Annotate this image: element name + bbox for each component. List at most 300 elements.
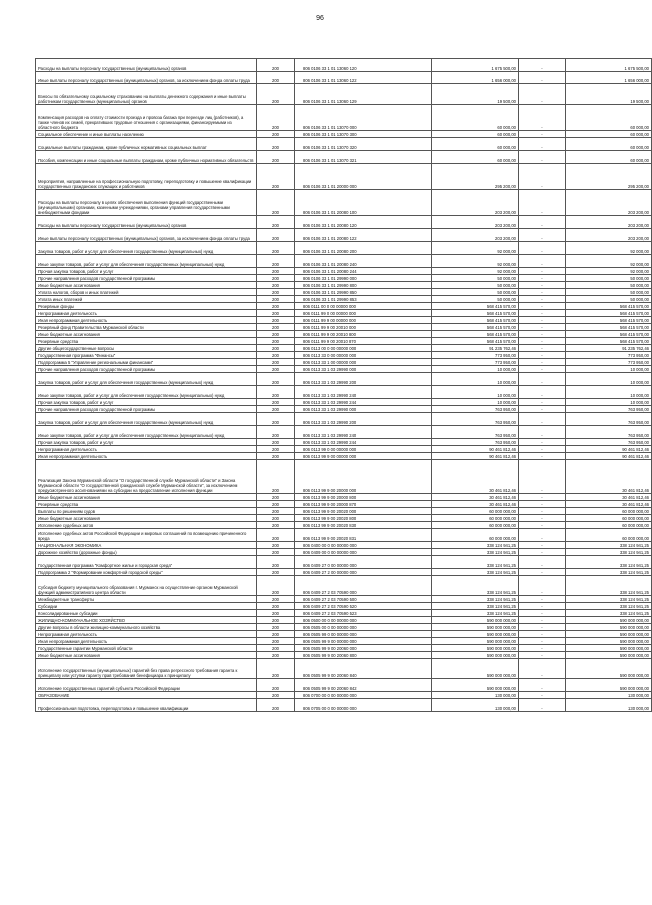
- row-change-amount: -: [519, 164, 566, 190]
- row-plan-amount: 90 461 812,46: [432, 453, 519, 460]
- row-plan-amount: 60 000,00: [432, 105, 519, 131]
- row-total-amount: 338 124 941,25: [566, 610, 652, 617]
- row-change-amount: -: [519, 692, 566, 699]
- row-plan-amount: 590 000 000,00: [432, 638, 519, 645]
- row-plan-amount: 338 124 941,25: [432, 556, 519, 569]
- row-name: Закупка товаров, работ и услуг для обеспечения государственных (муниципальных) нужд: [36, 373, 257, 386]
- row-change-amount: -: [519, 576, 566, 596]
- table-row: [36, 138, 652, 151]
- row-plan-amount: 763 950,00: [432, 426, 519, 439]
- row-total-amount: 590 000 000,00: [566, 652, 652, 659]
- row-change-amount: -: [519, 556, 566, 569]
- row-total-amount: 30 461 812,46: [566, 460, 652, 494]
- table-row: [36, 617, 652, 624]
- row-total-amount: 590 000 000,00: [566, 645, 652, 652]
- row-budget-code: 806 0505 99 9 00 20060 842: [295, 679, 432, 692]
- row-change-amount: -: [519, 617, 566, 624]
- row-total-amount: 203 200,00: [566, 229, 652, 242]
- row-change-amount: -: [519, 255, 566, 268]
- row-name: Консолидированные субсидии: [36, 610, 257, 617]
- row-name: Иная непрограммная деятельность: [36, 638, 257, 645]
- row-budget-code: 806 0106 33 1 01 20080 120: [295, 216, 432, 229]
- row-plan-amount: 763 950,00: [432, 406, 519, 413]
- row-name: Взносы по обязательному социальному страхованию на выплаты денежного содержания и иные выплаты работникам государственных (муниципальных) органов: [36, 84, 257, 105]
- row-admin-code: 200: [257, 692, 295, 699]
- row-admin-code: 200: [257, 515, 295, 522]
- table-row: [36, 242, 652, 255]
- table-row: [36, 216, 652, 229]
- row-budget-code: 806 0113 33 0 00 00000 000: [295, 352, 432, 359]
- row-change-amount: -: [519, 549, 566, 556]
- row-change-amount: -: [519, 268, 566, 275]
- row-budget-code: 806 0106 33 1 01 13060 122: [295, 72, 432, 84]
- row-total-amount: 295 200,00: [566, 164, 652, 190]
- row-budget-code: 806 0111 99 0 00 00000 000: [295, 310, 432, 317]
- table-row: [36, 303, 652, 310]
- table-row: [36, 624, 652, 631]
- row-total-amount: 1 656 000,00: [566, 72, 652, 84]
- table-row: [36, 652, 652, 659]
- row-admin-code: 200: [257, 529, 295, 542]
- row-plan-amount: 338 124 941,25: [432, 603, 519, 610]
- table-row: [36, 603, 652, 610]
- row-admin-code: 200: [257, 331, 295, 338]
- row-plan-amount: 338 124 941,25: [432, 596, 519, 603]
- row-name: ЖИЛИЩНО-КОММУНАЛЬНОЕ ХОЗЯЙСТВО: [36, 617, 257, 624]
- row-plan-amount: 92 000,00: [432, 268, 519, 275]
- row-plan-amount: 763 950,00: [432, 413, 519, 426]
- row-change-amount: -: [519, 652, 566, 659]
- row-budget-code: 806 0505 99 9 00 20060 840: [295, 659, 432, 679]
- row-change-amount: -: [519, 603, 566, 610]
- table-row: [36, 542, 652, 549]
- row-total-amount: 30 461 812,46: [566, 494, 652, 501]
- row-change-amount: -: [519, 345, 566, 352]
- row-name: Реализация Закона Мурманской области "О государственной службе Мурманской области" и Закона Мурманской области "О государственной гражданской службе Мурманской области", за исключением предусмотренного ассигнованиями на субсидии на предоставление исполнения функции: [36, 460, 257, 494]
- table-row: [36, 331, 652, 338]
- row-plan-amount: 50 000,00: [432, 289, 519, 296]
- row-plan-amount: 60 000,00: [432, 151, 519, 164]
- row-name: Резервные средства: [36, 338, 257, 345]
- row-plan-amount: 60 000,00: [432, 138, 519, 151]
- row-plan-amount: 130 000,00: [432, 692, 519, 699]
- row-name: Межбюджетные трансферты: [36, 596, 257, 603]
- row-budget-code: 806 0113 33 1 00 00000 000: [295, 359, 432, 366]
- table-row: [36, 255, 652, 268]
- row-name: Закупка товаров, работ и услуг для обеспечения государственных (муниципальных) нужд: [36, 242, 257, 255]
- row-admin-code: 200: [257, 610, 295, 617]
- row-total-amount: 60 000 000,00: [566, 522, 652, 529]
- row-name: Исполнение судебных актов: [36, 522, 257, 529]
- row-name: Другие вопросы в области жилищно-коммунального хозяйства: [36, 624, 257, 631]
- row-change-amount: -: [519, 151, 566, 164]
- row-change-amount: -: [519, 645, 566, 652]
- row-total-amount: 19 500,00: [566, 84, 652, 105]
- row-admin-code: 200: [257, 624, 295, 631]
- row-admin-code: 200: [257, 631, 295, 638]
- row-budget-code: 806 0505 00 0 00 00000 000: [295, 624, 432, 631]
- row-plan-amount: 773 950,00: [432, 359, 519, 366]
- row-total-amount: 60 000,00: [566, 151, 652, 164]
- row-admin-code: 200: [257, 359, 295, 366]
- row-plan-amount: 30 461 812,46: [432, 501, 519, 508]
- row-total-amount: 590 000 000,00: [566, 679, 652, 692]
- table-row: [36, 501, 652, 508]
- row-change-amount: -: [519, 569, 566, 576]
- row-name: Прочие направления расходов государственной программы: [36, 366, 257, 373]
- row-change-amount: -: [519, 439, 566, 446]
- table-row: [36, 679, 652, 692]
- row-change-amount: -: [519, 105, 566, 131]
- row-plan-amount: 30 461 812,46: [432, 494, 519, 501]
- row-change-amount: -: [519, 331, 566, 338]
- row-name: Выплаты по решениям судов: [36, 508, 257, 515]
- row-name: Иные закупки товаров, работ и услуг для обеспечения государственных (муниципальных) нужд: [36, 255, 257, 268]
- row-budget-code: 806 0113 99 9 00 20000 800: [295, 494, 432, 501]
- table-row: [36, 324, 652, 331]
- row-change-amount: -: [519, 699, 566, 712]
- table-row: [36, 556, 652, 569]
- row-change-amount: -: [519, 59, 566, 72]
- row-change-amount: -: [519, 522, 566, 529]
- table-row: [36, 399, 652, 406]
- row-plan-amount: 338 124 941,25: [432, 576, 519, 596]
- table-row: [36, 359, 652, 366]
- table-row: [36, 596, 652, 603]
- table-row: [36, 289, 652, 296]
- row-change-amount: -: [519, 324, 566, 331]
- row-budget-code: 806 0500 00 0 00 00000 000: [295, 617, 432, 624]
- row-plan-amount: 50 000,00: [432, 282, 519, 289]
- row-name: Социальные выплаты гражданам, кроме публичных нормативных социальных выплат: [36, 138, 257, 151]
- row-budget-code: 806 0113 33 1 03 29990 240: [295, 386, 432, 399]
- row-total-amount: 92 000,00: [566, 268, 652, 275]
- table-row: [36, 84, 652, 105]
- table-row: [36, 453, 652, 460]
- table-row: [36, 494, 652, 501]
- row-change-amount: -: [519, 460, 566, 494]
- row-plan-amount: 60 000,00: [432, 131, 519, 138]
- table-row: [36, 692, 652, 699]
- table-row: [36, 569, 652, 576]
- row-plan-amount: 773 950,00: [432, 352, 519, 359]
- row-admin-code: 200: [257, 542, 295, 549]
- table-row: [36, 366, 652, 373]
- row-name: Резервный фонд Правительства Мурманской области: [36, 324, 257, 331]
- row-change-amount: -: [519, 366, 566, 373]
- row-admin-code: 200: [257, 345, 295, 352]
- row-budget-code: 806 0106 33 1 01 20080 122: [295, 229, 432, 242]
- row-admin-code: 200: [257, 549, 295, 556]
- row-total-amount: 50 000,00: [566, 275, 652, 282]
- table-row: [36, 275, 652, 282]
- row-total-amount: 763 950,00: [566, 439, 652, 446]
- table-row: [36, 460, 652, 494]
- row-total-amount: 60 000,00: [566, 131, 652, 138]
- row-budget-code: 806 0113 99 9 00 20020 800: [295, 515, 432, 522]
- row-admin-code: 200: [257, 275, 295, 282]
- row-change-amount: -: [519, 352, 566, 359]
- row-plan-amount: 50 000,00: [432, 296, 519, 303]
- row-total-amount: 763 950,00: [566, 406, 652, 413]
- row-name: Исполнение судебных актов Российской Федерации и мировых соглашений по возмещению причиненного вреда: [36, 529, 257, 542]
- row-budget-code: 806 0505 99 0 00 00000 000: [295, 631, 432, 638]
- row-total-amount: 203 200,00: [566, 190, 652, 216]
- row-plan-amount: 590 000 000,00: [432, 652, 519, 659]
- row-plan-amount: 19 500,00: [432, 84, 519, 105]
- row-name: Прочие направления расходов государственной программы: [36, 275, 257, 282]
- row-name: Непрограммная деятельность: [36, 631, 257, 638]
- table-row: [36, 282, 652, 289]
- row-budget-code: 806 0505 99 9 00 20060 800: [295, 652, 432, 659]
- row-total-amount: 590 000 000,00: [566, 659, 652, 679]
- row-budget-code: 806 0106 33 1 01 20000 000: [295, 164, 432, 190]
- row-budget-code: 806 0113 99 9 00 20020 830: [295, 522, 432, 529]
- row-budget-code: 806 0400 00 0 00 00000 000: [295, 542, 432, 549]
- row-admin-code: 200: [257, 617, 295, 624]
- row-name: Государственная программа "Финансы": [36, 352, 257, 359]
- row-admin-code: 200: [257, 84, 295, 105]
- row-total-amount: 773 950,00: [566, 359, 652, 366]
- row-admin-code: 200: [257, 446, 295, 453]
- table-row: [36, 645, 652, 652]
- row-total-amount: 338 124 941,25: [566, 596, 652, 603]
- row-change-amount: -: [519, 84, 566, 105]
- row-change-amount: -: [519, 529, 566, 542]
- row-name: Субсидии: [36, 603, 257, 610]
- row-plan-amount: 590 000 000,00: [432, 624, 519, 631]
- page-number: 96: [316, 15, 324, 22]
- row-budget-code: 806 0111 99 9 00 20010 000: [295, 324, 432, 331]
- row-budget-code: 806 0113 99 9 00 20020 831: [295, 529, 432, 542]
- row-total-amount: 60 000,00: [566, 138, 652, 151]
- row-change-amount: -: [519, 373, 566, 386]
- table-row: [36, 413, 652, 426]
- row-plan-amount: 338 124 941,25: [432, 549, 519, 556]
- row-total-amount: 10 000,00: [566, 366, 652, 373]
- row-admin-code: 200: [257, 501, 295, 508]
- row-admin-code: 200: [257, 164, 295, 190]
- row-admin-code: 200: [257, 659, 295, 679]
- row-plan-amount: 590 000 000,00: [432, 679, 519, 692]
- row-total-amount: 60 000,00: [566, 105, 652, 131]
- row-budget-code: 806 0106 33 1 01 13060 120: [295, 59, 432, 72]
- row-budget-code: 806 0106 33 1 01 13070 321: [295, 151, 432, 164]
- row-admin-code: 200: [257, 406, 295, 413]
- row-admin-code: 200: [257, 638, 295, 645]
- row-name: Иная непрограммная деятельность: [36, 317, 257, 324]
- row-change-amount: -: [519, 386, 566, 399]
- row-change-amount: -: [519, 610, 566, 617]
- row-total-amount: 338 124 941,25: [566, 542, 652, 549]
- row-name: Уплата иных платежей: [36, 296, 257, 303]
- table-row: [36, 529, 652, 542]
- row-admin-code: 200: [257, 645, 295, 652]
- row-change-amount: -: [519, 303, 566, 310]
- row-total-amount: 338 124 941,25: [566, 556, 652, 569]
- row-change-amount: -: [519, 501, 566, 508]
- row-change-amount: -: [519, 453, 566, 460]
- row-admin-code: 200: [257, 255, 295, 268]
- row-total-amount: 338 124 941,25: [566, 576, 652, 596]
- row-name: Компенсация расходов на оплату стоимости проезда и провоза багажа при переезде лиц (работников), а также членов их семей, прекративших трудовые отношения с организациями, финансируемыми из областного бюджета: [36, 105, 257, 131]
- row-admin-code: 200: [257, 366, 295, 373]
- row-admin-code: 200: [257, 494, 295, 501]
- row-plan-amount: 90 461 812,46: [432, 446, 519, 453]
- row-plan-amount: 338 124 941,25: [432, 610, 519, 617]
- row-plan-amount: 568 415 570,00: [432, 310, 519, 317]
- table-row: [36, 72, 652, 84]
- row-change-amount: -: [519, 131, 566, 138]
- row-total-amount: 60 000 000,00: [566, 529, 652, 542]
- row-admin-code: 200: [257, 426, 295, 439]
- table-row: [36, 310, 652, 317]
- row-total-amount: 590 000 000,00: [566, 624, 652, 631]
- row-plan-amount: 338 124 941,25: [432, 569, 519, 576]
- row-name: ОБРАЗОВАНИЕ: [36, 692, 257, 699]
- row-name: Прочая закупка товаров, работ и услуг: [36, 399, 257, 406]
- row-admin-code: 200: [257, 679, 295, 692]
- row-plan-amount: 338 124 941,25: [432, 542, 519, 549]
- row-plan-amount: 203 200,00: [432, 216, 519, 229]
- table-row: [36, 373, 652, 386]
- row-change-amount: -: [519, 515, 566, 522]
- row-admin-code: 200: [257, 576, 295, 596]
- row-admin-code: 200: [257, 242, 295, 255]
- row-budget-code: 806 0409 27 2 03 70590 500: [295, 596, 432, 603]
- row-total-amount: 568 415 570,00: [566, 310, 652, 317]
- row-change-amount: -: [519, 242, 566, 255]
- row-budget-code: 806 0113 00 0 00 00000 000: [295, 345, 432, 352]
- row-name: Иные бюджетные ассигнования: [36, 494, 257, 501]
- row-total-amount: 90 461 812,46: [566, 446, 652, 453]
- row-admin-code: 200: [257, 386, 295, 399]
- row-admin-code: 200: [257, 229, 295, 242]
- table-row: [36, 576, 652, 596]
- row-name: Мероприятия, направленные на профессиональную подготовку, переподготовку и повышение квалификации государственных гражданских служащих и работников: [36, 164, 257, 190]
- row-admin-code: 200: [257, 216, 295, 229]
- row-total-amount: 338 124 941,25: [566, 569, 652, 576]
- row-change-amount: -: [519, 282, 566, 289]
- row-change-amount: -: [519, 310, 566, 317]
- table-row: [36, 386, 652, 399]
- row-budget-code: 806 0113 99 9 00 20020 000: [295, 508, 432, 515]
- row-plan-amount: 568 415 570,00: [432, 324, 519, 331]
- table-row: [36, 659, 652, 679]
- row-name: Резервные средства: [36, 501, 257, 508]
- row-budget-code: 806 0106 33 1 01 13060 129: [295, 84, 432, 105]
- row-name: Прочая закупка товаров, работ и услуг: [36, 268, 257, 275]
- row-plan-amount: 91 235 762,46: [432, 345, 519, 352]
- table-row: [36, 610, 652, 617]
- row-budget-code: 806 0111 99 9 00 20010 800: [295, 331, 432, 338]
- row-plan-amount: 203 200,00: [432, 229, 519, 242]
- row-budget-code: 806 0106 33 1 01 20080 100: [295, 190, 432, 216]
- row-total-amount: 568 415 570,00: [566, 317, 652, 324]
- row-budget-code: 806 0106 33 1 01 20080 240: [295, 255, 432, 268]
- row-name: НАЦИОНАЛЬНАЯ ЭКОНОМИКА: [36, 542, 257, 549]
- row-admin-code: 200: [257, 652, 295, 659]
- row-admin-code: 200: [257, 296, 295, 303]
- row-admin-code: 200: [257, 522, 295, 529]
- row-budget-code: 806 0409 27 2 00 00000 000: [295, 569, 432, 576]
- row-admin-code: 200: [257, 131, 295, 138]
- row-plan-amount: 590 000 000,00: [432, 631, 519, 638]
- row-total-amount: 91 235 762,46: [566, 345, 652, 352]
- row-budget-code: 806 0505 99 9 00 20060 000: [295, 645, 432, 652]
- row-name: Социальное обеспечение и иные выплаты населению: [36, 131, 257, 138]
- row-change-amount: -: [519, 426, 566, 439]
- row-change-amount: -: [519, 413, 566, 426]
- row-name: Пособия, компенсации и иные социальные выплаты гражданам, кроме публичных нормативных обязательств: [36, 151, 257, 164]
- table-row: [36, 446, 652, 453]
- row-change-amount: -: [519, 624, 566, 631]
- table-row: [36, 631, 652, 638]
- row-admin-code: 200: [257, 699, 295, 712]
- row-total-amount: 92 000,00: [566, 255, 652, 268]
- row-name: Иные бюджетные ассигнования: [36, 515, 257, 522]
- row-budget-code: 806 0409 27 2 03 70590 000: [295, 576, 432, 596]
- row-admin-code: 200: [257, 310, 295, 317]
- row-name: Государственная программа "Комфортное жилье и городская среда": [36, 556, 257, 569]
- table-row: [36, 131, 652, 138]
- row-admin-code: 200: [257, 596, 295, 603]
- table-row: [36, 105, 652, 131]
- row-budget-code: 806 0111 99 9 00 20010 870: [295, 338, 432, 345]
- row-plan-amount: 60 000 000,00: [432, 508, 519, 515]
- row-total-amount: 130 000,00: [566, 692, 652, 699]
- table-row: [36, 268, 652, 275]
- row-plan-amount: 92 000,00: [432, 255, 519, 268]
- row-total-amount: 130 000,00: [566, 699, 652, 712]
- row-total-amount: 50 000,00: [566, 296, 652, 303]
- row-plan-amount: 130 000,00: [432, 699, 519, 712]
- row-admin-code: 200: [257, 282, 295, 289]
- row-budget-code: 806 0106 33 1 01 29990 800: [295, 282, 432, 289]
- row-total-amount: 60 000 000,00: [566, 515, 652, 522]
- row-name: Иные выплаты персоналу государственных (муниципальных) органов, за исключением фонда оплаты труда: [36, 72, 257, 84]
- row-budget-code: 806 0113 99 9 00 00000 000: [295, 453, 432, 460]
- budget-table: [35, 58, 652, 712]
- row-total-amount: 50 000,00: [566, 289, 652, 296]
- row-budget-code: 806 0106 33 1 01 20080 244: [295, 268, 432, 275]
- row-name: Профессиональная подготовка, переподготовка и повышение квалификации: [36, 699, 257, 712]
- table-row: [36, 515, 652, 522]
- row-plan-amount: 92 000,00: [432, 242, 519, 255]
- row-name: Подпрограмма 2 "Формирование комфортной городской среды": [36, 569, 257, 576]
- row-name: Расходы на выплаты персоналу государственных (муниципальных) органов: [36, 59, 257, 72]
- row-budget-code: 806 0113 33 1 03 29990 000: [295, 406, 432, 413]
- row-admin-code: 200: [257, 399, 295, 406]
- table-row: [36, 164, 652, 190]
- table-row: [36, 338, 652, 345]
- row-change-amount: -: [519, 446, 566, 453]
- table-body: [36, 59, 652, 712]
- row-change-amount: -: [519, 359, 566, 366]
- row-admin-code: 200: [257, 569, 295, 576]
- row-budget-code: 806 0505 99 9 00 00000 000: [295, 638, 432, 645]
- row-budget-code: 806 0113 33 1 03 29990 244: [295, 439, 432, 446]
- table-row: [36, 59, 652, 72]
- row-admin-code: 200: [257, 352, 295, 359]
- row-change-amount: -: [519, 190, 566, 216]
- table-row: [36, 549, 652, 556]
- row-budget-code: 806 0106 33 1 01 20080 200: [295, 242, 432, 255]
- row-name: Исполнение государственных (муниципальных) гарантий без права регрессного требования гаранта к принципалу или уступки гаранту прав требования бенефициара к принципалу: [36, 659, 257, 679]
- row-plan-amount: 60 000 000,00: [432, 522, 519, 529]
- row-name: Субсидия бюджету муниципального образования г. Мурманск на осуществление органом Мурманской функций административного центра области: [36, 576, 257, 596]
- row-total-amount: 590 000 000,00: [566, 631, 652, 638]
